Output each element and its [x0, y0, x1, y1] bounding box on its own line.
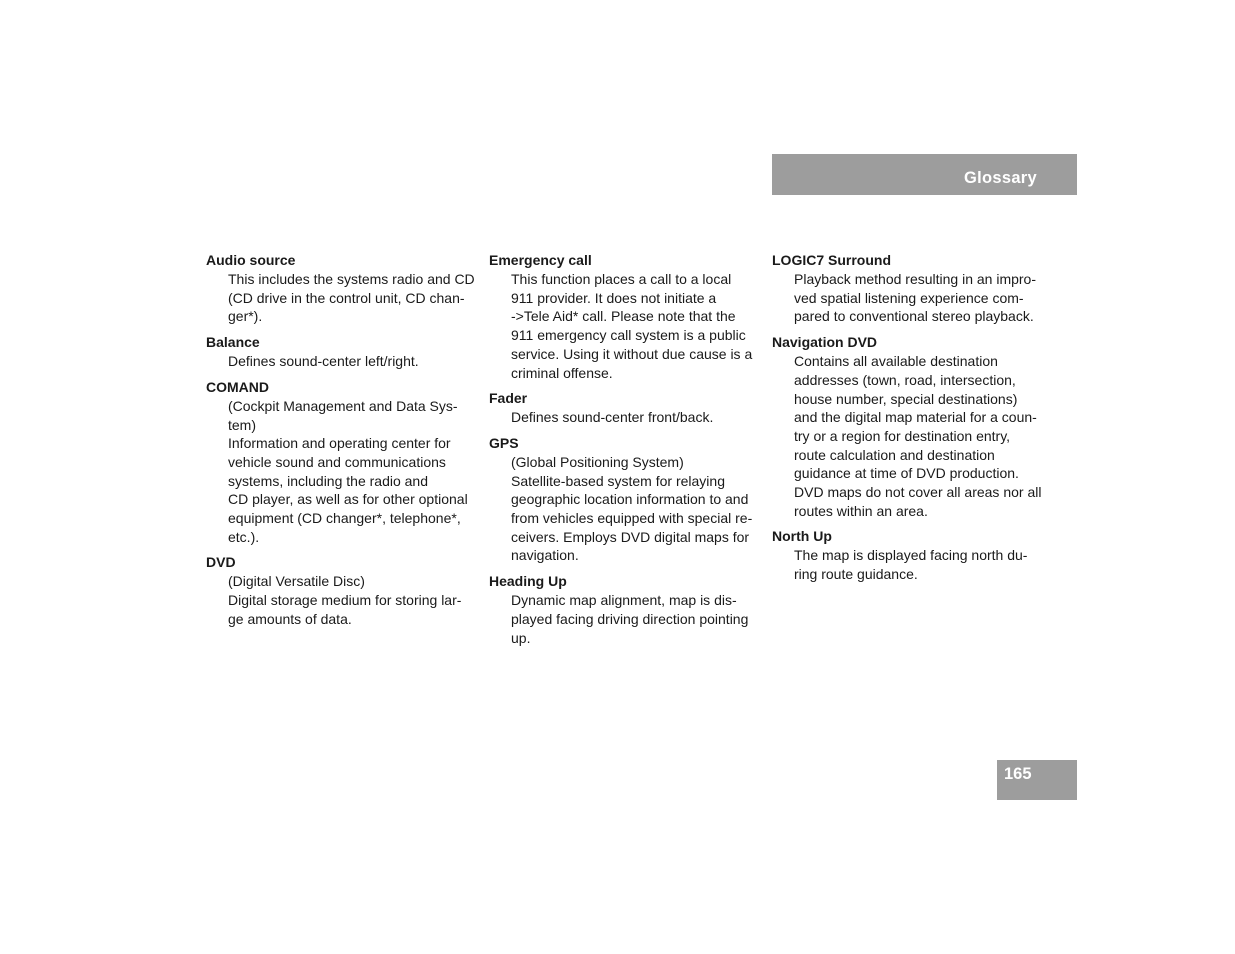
definition-line: (Digital Versatile Disc) — [228, 573, 365, 590]
definition-line: addresses (town, road, intersection, — [794, 371, 1016, 388]
glossary-entry-balance — [206, 333, 478, 371]
definition-line: DVD maps do not cover all areas nor all — [794, 484, 1042, 501]
glossary-entry-north-up — [772, 527, 1044, 583]
definition-line: Information and operating center for — [228, 435, 451, 452]
definition-line: ger*). — [228, 308, 263, 325]
page-number-box — [997, 760, 1077, 800]
glossary-entry-emergency-call — [489, 251, 761, 382]
glossary-entry-dvd — [206, 553, 478, 628]
glossary-term: North Up — [772, 528, 832, 545]
definition-line: This includes the systems radio and CD — [228, 271, 475, 287]
definition-line: service. Using it without due cause is a — [511, 345, 753, 362]
glossary-term: Balance — [206, 334, 260, 351]
glossary-definition — [489, 408, 761, 427]
glossary-term: LOGIC7 Surround — [772, 252, 891, 268]
glossary-column-2 — [489, 251, 761, 647]
definition-line: Digital storage medium for storing lar- — [228, 592, 462, 609]
section-title: Glossary — [963, 169, 1037, 187]
definition-line: up. — [511, 629, 531, 646]
definition-line: geographic location information to and — [511, 491, 749, 508]
glossary-definition — [206, 572, 478, 628]
definition-line: tem) — [228, 416, 256, 433]
definition-line: try or a region for destination entry, — [794, 427, 1011, 444]
definition-line: ring route guidance. — [794, 566, 918, 583]
definition-line: (CD drive in the control unit, CD chan- — [228, 289, 465, 306]
definition-line: ->Tele Aid* call. Please note that the — [511, 308, 736, 325]
definition-line: navigation. — [511, 547, 579, 564]
glossary-term: Emergency call — [489, 252, 592, 268]
glossary-definition — [489, 270, 761, 382]
glossary-definition — [206, 397, 478, 547]
definition-line: and the digital map material for a coun- — [794, 409, 1037, 426]
page-number: 165 — [1004, 765, 1032, 783]
definition-line: house number, special destinations) — [794, 390, 1018, 407]
definition-line: CD player, as well as for other optional — [228, 491, 468, 508]
definition-line: equipment (CD changer*, telephone*, — [228, 510, 461, 527]
definition-line: criminal offense. — [511, 364, 613, 381]
definition-line: Defines sound-center left/right. — [228, 353, 419, 370]
glossary-term: Heading Up — [489, 573, 567, 590]
definition-line: guidance at time of DVD production. — [794, 465, 1019, 482]
glossary-column-1 — [206, 251, 478, 629]
glossary-entry-fader — [489, 389, 761, 427]
definition-line: ceivers. Employs DVD digital maps for — [511, 528, 750, 545]
definition-line: route calculation and destination — [794, 446, 995, 463]
definition-line: 911 emergency call system is a public — [511, 327, 746, 344]
glossary-term: Audio source — [206, 252, 296, 268]
definition-line: Dynamic map alignment, map is dis- — [511, 592, 737, 609]
definition-line: 911 provider. It does not initiate a — [511, 289, 717, 306]
definition-line: Defines sound-center front/back. — [511, 409, 714, 426]
definition-line: Satellite-based system for relaying — [511, 472, 725, 489]
definition-line: Contains all available destination — [794, 353, 998, 370]
glossary-entry-heading-up — [489, 572, 761, 647]
glossary-entry-comand — [206, 378, 478, 547]
glossary-definition — [772, 270, 1044, 326]
definition-line: from vehicles equipped with special re- — [511, 510, 753, 527]
definition-line: ved spatial listening experience com- — [794, 289, 1024, 306]
definition-line: This function places a call to a local — [511, 271, 732, 287]
glossary-term: Navigation DVD — [772, 334, 878, 351]
definition-line: systems, including the radio and — [228, 472, 428, 489]
glossary-definition — [206, 352, 478, 371]
glossary-entry-audio-source — [206, 251, 478, 326]
glossary-definition — [206, 270, 478, 326]
definition-line: routes within an area. — [794, 502, 928, 519]
definition-line: vehicle sound and communications — [228, 453, 446, 470]
definition-line: played facing driving direction pointing — [511, 610, 749, 627]
definition-line: ge amounts of data. — [228, 610, 352, 627]
glossary-definition — [772, 352, 1044, 520]
glossary-entry-logic7-surround — [772, 251, 1044, 326]
definition-line: (Cockpit Management and Data Sys- — [228, 397, 458, 414]
glossary-definition — [489, 453, 761, 565]
definition-line: Playback method resulting in an impro- — [794, 271, 1037, 287]
glossary-term: DVD — [206, 554, 236, 571]
glossary-entry-navigation-dvd — [772, 333, 1044, 520]
definition-line: The map is displayed facing north du- — [794, 547, 1028, 564]
definition-line: pared to conventional stereo playback. — [794, 308, 1034, 325]
glossary-definition — [489, 591, 761, 647]
glossary-column-3 — [772, 251, 1044, 584]
glossary-term: COMAND — [206, 378, 269, 395]
glossary-term: Fader — [489, 390, 528, 407]
glossary-definition — [772, 546, 1044, 583]
glossary-entry-gps — [489, 434, 761, 565]
glossary-term: GPS — [489, 434, 519, 451]
section-header-bar — [772, 154, 1077, 195]
definition-line: etc.). — [228, 528, 260, 545]
definition-line: (Global Positioning System) — [511, 453, 684, 470]
